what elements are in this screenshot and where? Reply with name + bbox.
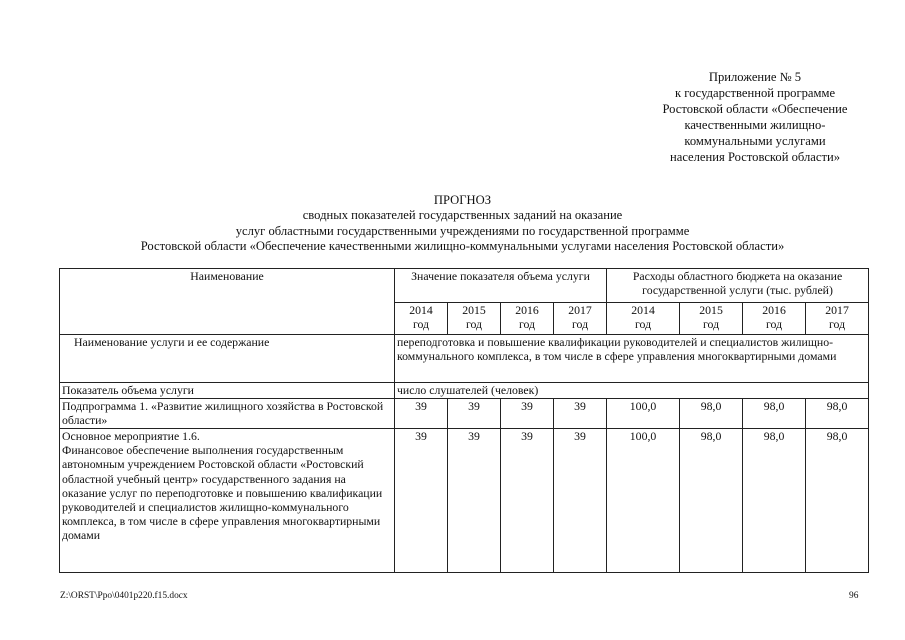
volume-cell: 39 (448, 429, 501, 573)
volume-cell: 39 (554, 429, 607, 573)
header-volume-group: Значение показателя объема услуги (395, 269, 607, 303)
year-header: 2015 год (680, 303, 743, 335)
heading-line: Ростовской области «Обеспечение качественными жилищно-коммунальными услугами населения Ростовской области» (140, 238, 785, 253)
header-row (60, 269, 869, 303)
table-row (60, 399, 869, 429)
page-number: 96 (849, 591, 859, 601)
indicator-row (60, 383, 869, 399)
budget-cell: 98,0 (743, 399, 806, 429)
appendix-line: Приложение № 5 (708, 70, 802, 84)
budget-cell: 98,0 (806, 429, 869, 573)
year-header: 2014 год (395, 303, 448, 335)
volume-cell: 39 (395, 399, 448, 429)
budget-cell: 100,0 (607, 399, 680, 429)
year-header: 2014 год (607, 303, 680, 335)
table-row (60, 429, 869, 573)
year-header: 2017 год (554, 303, 607, 335)
indicator-label: Показатель объема услуги (60, 383, 395, 399)
row-label: Основное мероприятие 1.6. Финансовое обеспечение выполнения государственным автономным учреждением Ростовской области «Ростовский областной учебный центр» государственного задания на оказание услуг по переподготовке и повышению квалификации руководителей и специалистов жилищно-коммунального комплекса, в том числе в сфере управления многоквартирными домами (60, 429, 395, 573)
footer-file-path: Z:\ORST\Ppo\0401p220.f15.docx (60, 591, 188, 601)
header-budget-group: Расходы областного бюджета на оказание государственной услуги (тыс. рублей) (607, 269, 869, 303)
header-name: Наименование (60, 269, 395, 335)
year-header: 2015 год (448, 303, 501, 335)
document-title: ПРОГНОЗ (433, 193, 492, 207)
budget-cell: 98,0 (680, 429, 743, 573)
volume-cell: 39 (395, 429, 448, 573)
document-heading (40, 193, 885, 254)
forecast-table (59, 268, 869, 573)
appendix-line: населения Ростовской области» (669, 149, 840, 164)
appendix-line: качественными жилищно- (684, 117, 826, 132)
volume-cell: 39 (501, 399, 554, 429)
row-label: Подпрограмма 1. «Развитие жилищного хозяйства в Ростовской области» (60, 399, 395, 429)
year-header: 2016 год (743, 303, 806, 335)
appendix-line: к государственной программе (674, 85, 836, 100)
year-header: 2016 год (501, 303, 554, 335)
heading-line: сводных показателей государственных заданий на оказание (302, 208, 623, 223)
appendix-line: Ростовской области «Обеспечение (662, 101, 848, 116)
budget-cell: 98,0 (680, 399, 743, 429)
appendix-block (620, 70, 890, 165)
volume-cell: 39 (554, 399, 607, 429)
budget-cell: 100,0 (607, 429, 680, 573)
service-value: переподготовка и повышение квалификации руководителей и специалистов жилищно-коммунального комплекса, в том числе в сфере управления многоквартирными домами (395, 335, 869, 383)
budget-cell: 98,0 (743, 429, 806, 573)
heading-line: услуг областными государственными учреждениями по государственной программе (235, 223, 690, 238)
service-row (60, 335, 869, 383)
volume-cell: 39 (448, 399, 501, 429)
service-label: Наименование услуги и ее содержание (60, 335, 395, 383)
indicator-value: число слушателей (человек) (395, 383, 869, 399)
appendix-line: коммунальными услугами (684, 133, 826, 148)
budget-cell: 98,0 (806, 399, 869, 429)
volume-cell: 39 (501, 429, 554, 573)
year-header: 2017 год (806, 303, 869, 335)
